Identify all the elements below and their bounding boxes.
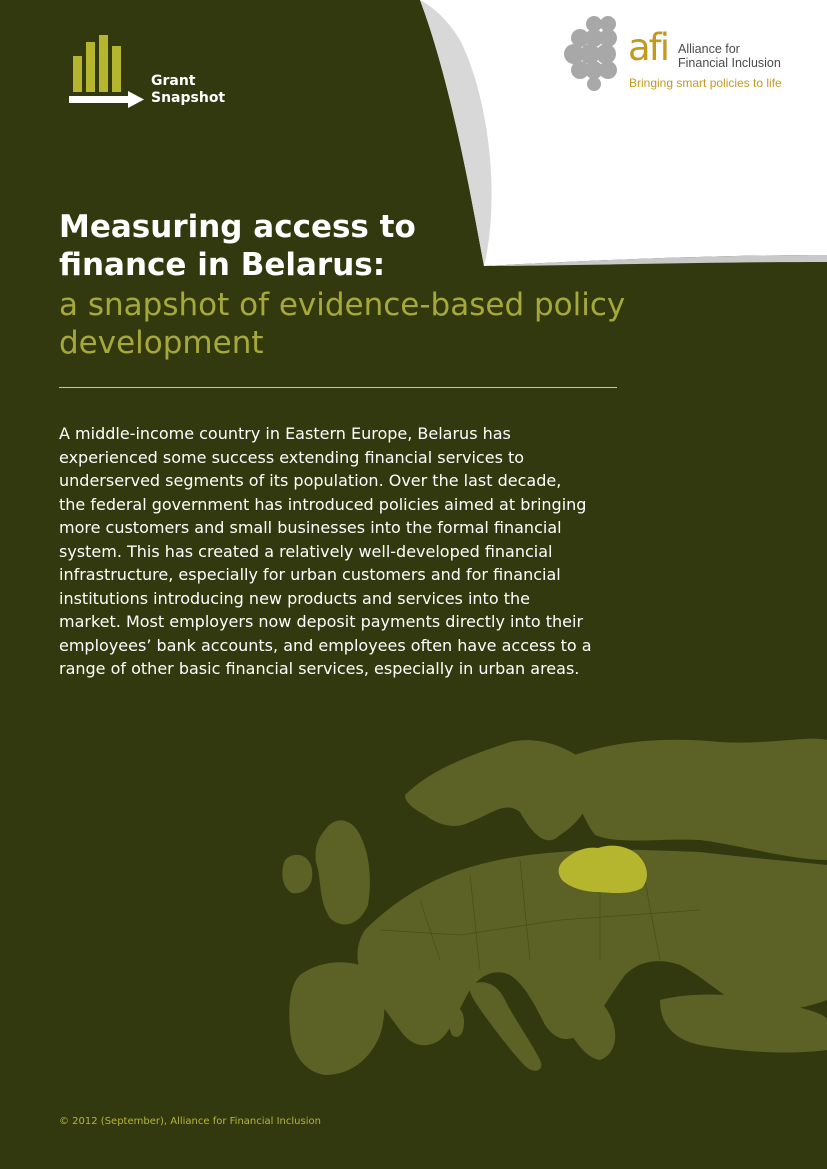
intro-line: infrastructure, especially for urban customers and for financial — [59, 565, 561, 584]
afi-tagline: Bringing smart policies to life — [629, 76, 782, 90]
subtitle-line-1: a snapshot of evidence-based policy — [59, 287, 626, 323]
copyright-footer: © 2012 (September), Alliance for Financial Inclusion — [59, 1116, 321, 1127]
grant-snapshot-label — [151, 73, 225, 107]
intro-line: underserved segments of its population. Over the last decade, — [59, 471, 562, 490]
grant-label-line2: Snapshot — [151, 90, 226, 106]
title-line-1: Measuring access to — [59, 209, 416, 245]
intro-line: system. This has created a relatively well-developed financial — [59, 541, 553, 561]
afi-name-line1: Alliance for — [678, 42, 740, 56]
intro-line: A middle-income country in Eastern Europe, Belarus has — [59, 424, 511, 443]
divider — [59, 387, 617, 388]
page-subtitle — [59, 286, 699, 362]
subtitle-line-2: development — [59, 325, 264, 361]
intro-line: institutions introducing new products and services into the — [59, 588, 530, 608]
afi-name — [678, 42, 781, 70]
intro-paragraph — [59, 422, 639, 681]
afi-wordmark: afi — [628, 26, 668, 69]
intro-line: range of other basic financial services, especially in urban areas. — [59, 659, 580, 678]
page-title — [59, 208, 699, 284]
intro-line: experienced some success extending financial services to — [59, 447, 525, 467]
intro-line: market. Most employers now deposit payments directly into their — [59, 612, 584, 631]
afi-name-line2: Financial Inclusion — [678, 56, 781, 70]
intro-line: the federal government has introduced policies aimed at bringing — [59, 494, 587, 514]
grant-label-line1: Grant — [151, 73, 196, 89]
intro-line: employees’ bank accounts, and employees often have access to a — [59, 635, 592, 655]
intro-line: more customers and small businesses into the formal financial — [59, 518, 562, 537]
title-line-2: finance in Belarus: — [59, 247, 386, 283]
